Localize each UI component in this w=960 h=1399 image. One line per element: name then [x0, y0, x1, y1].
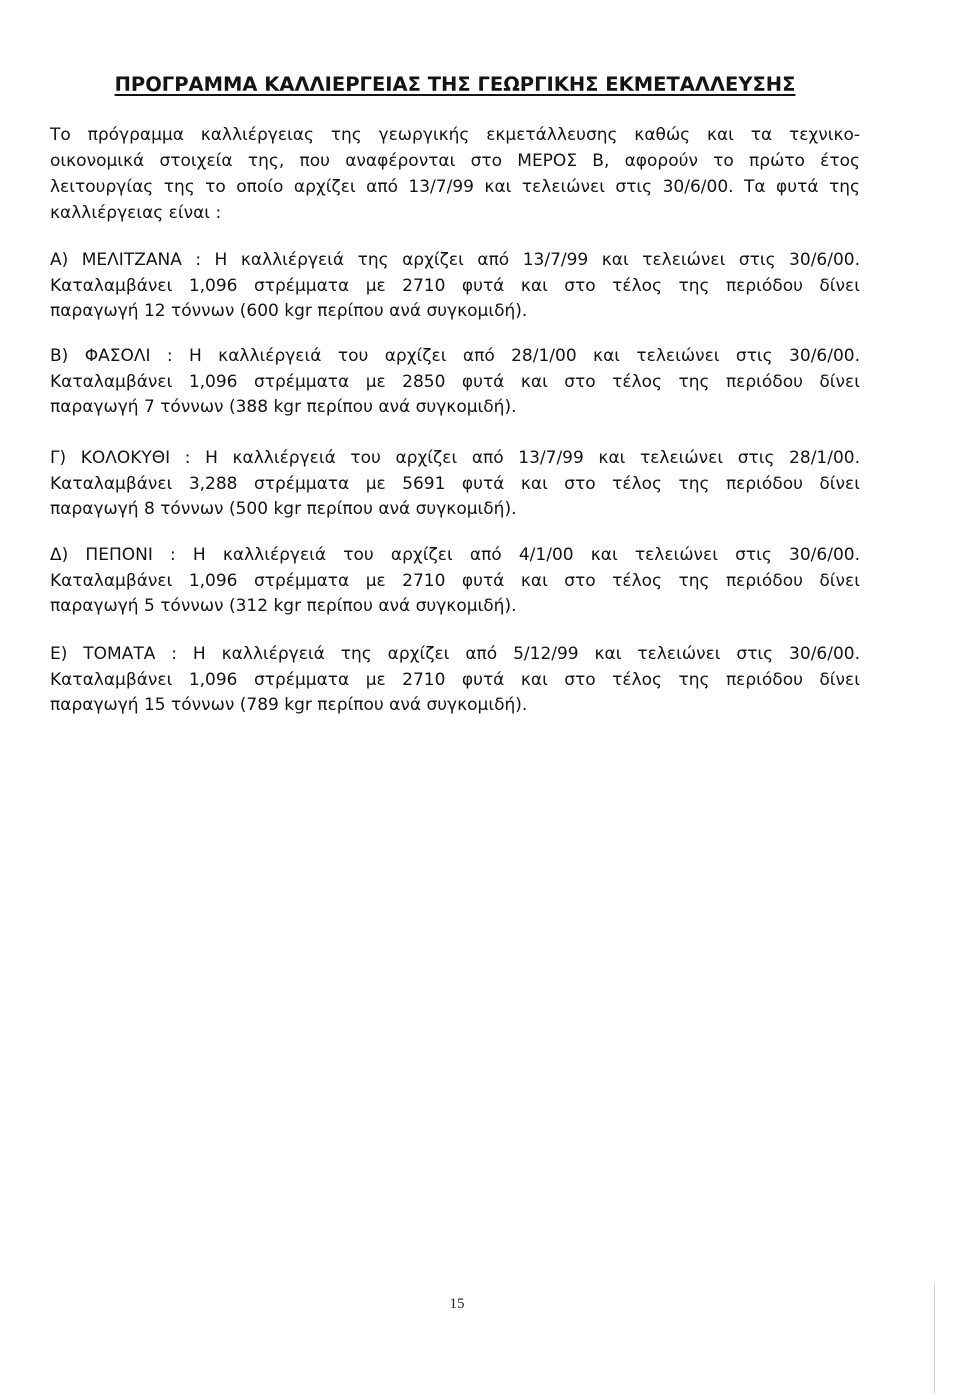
crop-heading-line: Γ) ΚΟΛΟΚΥΘΙ : Η καλλιέργειά του αρχίζει από 13/7/99 και τελειώνει στις 28/1/00.	[50, 448, 860, 468]
intro-line: λειτουργίας της το οποίο αρχίζει από 13/7/99 και τελειώνει στις 30/6/00. Τα φυτά της	[50, 177, 860, 197]
crop-line: παραγωγή 12 τόννων (600 kgr περίπου ανά συγκομιδή).	[50, 301, 528, 321]
crop-line: Καταλαμβάνει 1,096 στρέμματα με 2710 φυτά και στο τέλος της περιόδου δίνει	[50, 570, 860, 591]
crop-paragraph-bean	[50, 344, 860, 421]
document-title: ΠΡΟΓΡΑΜΜΑ ΚΑΛΛΙΕΡΓΕΙΑΣ ΤΗΣ ΓΕΩΡΓΙΚΗΣ ΕΚΜΕΤΑΛΛΕΥΣΗΣ	[114, 73, 796, 96]
page-number: 15	[449, 1296, 465, 1312]
crop-line: παραγωγή 8 τόννων (500 kgr περίπου ανά συγκομιδή).	[50, 499, 517, 519]
intro-line: οικονομικά στοιχεία της, που αναφέρονται στο ΜΕΡΟΣ Β, αφορούν το πρώτο έτος	[50, 151, 860, 171]
crop-line: παραγωγή 5 τόννων (312 kgr περίπου ανά συγκομιδή).	[50, 596, 517, 616]
intro-line: καλλιέργειας είναι :	[50, 203, 222, 223]
crop-paragraph-eggplant	[50, 248, 860, 325]
crop-paragraph-melon	[50, 543, 860, 620]
crop-heading-line: Ε) ΤΟΜΑΤΑ : Η καλλιέργειά της αρχίζει από 5/12/99 και τελειώνει στις 30/6/00.	[50, 644, 860, 664]
crop-heading-line: Β) ΦΑΣΟΛΙ : Η καλλιέργειά του αρχίζει από 28/1/00 και τελειώνει στις 30/6/00.	[50, 346, 860, 366]
scan-edge-line	[934, 1283, 935, 1393]
crop-line: Καταλαμβάνει 1,096 στρέμματα με 2710 φυτά και στο τέλος της περιόδου δίνει	[50, 275, 860, 296]
crop-heading-line: Δ) ΠΕΠΟΝΙ : Η καλλιέργειά του αρχίζει από 4/1/00 και τελειώνει στις 30/6/00.	[50, 545, 860, 565]
crop-line: Καταλαμβάνει 1,096 στρέμματα με 2710 φυτά και στο τέλος της περιόδου δίνει	[50, 669, 860, 690]
intro-line: Το πρόγραμμα καλλιέργειας της γεωργικής εκμετάλλευσης καθώς και τα τεχνικο-	[50, 125, 860, 145]
crop-paragraph-zucchini	[50, 446, 860, 523]
crop-heading-line: Α) ΜΕΛΙΤΖΑΝΑ : Η καλλιέργειά της αρχίζει από 13/7/99 και τελειώνει στις 30/6/00.	[50, 250, 860, 270]
crop-line: παραγωγή 15 τόννων (789 kgr περίπου ανά συγκομιδή).	[50, 695, 528, 715]
crop-line: παραγωγή 7 τόννων (388 kgr περίπου ανά συγκομιδή).	[50, 397, 517, 417]
crop-paragraph-tomato	[50, 642, 860, 719]
crop-line: Καταλαμβάνει 1,096 στρέμματα με 2850 φυτά και στο τέλος της περιόδου δίνει	[50, 371, 860, 392]
crop-line: Καταλαμβάνει 3,288 στρέμματα με 5691 φυτά και στο τέλος της περιόδου δίνει	[50, 473, 860, 494]
intro-paragraph	[50, 122, 860, 226]
